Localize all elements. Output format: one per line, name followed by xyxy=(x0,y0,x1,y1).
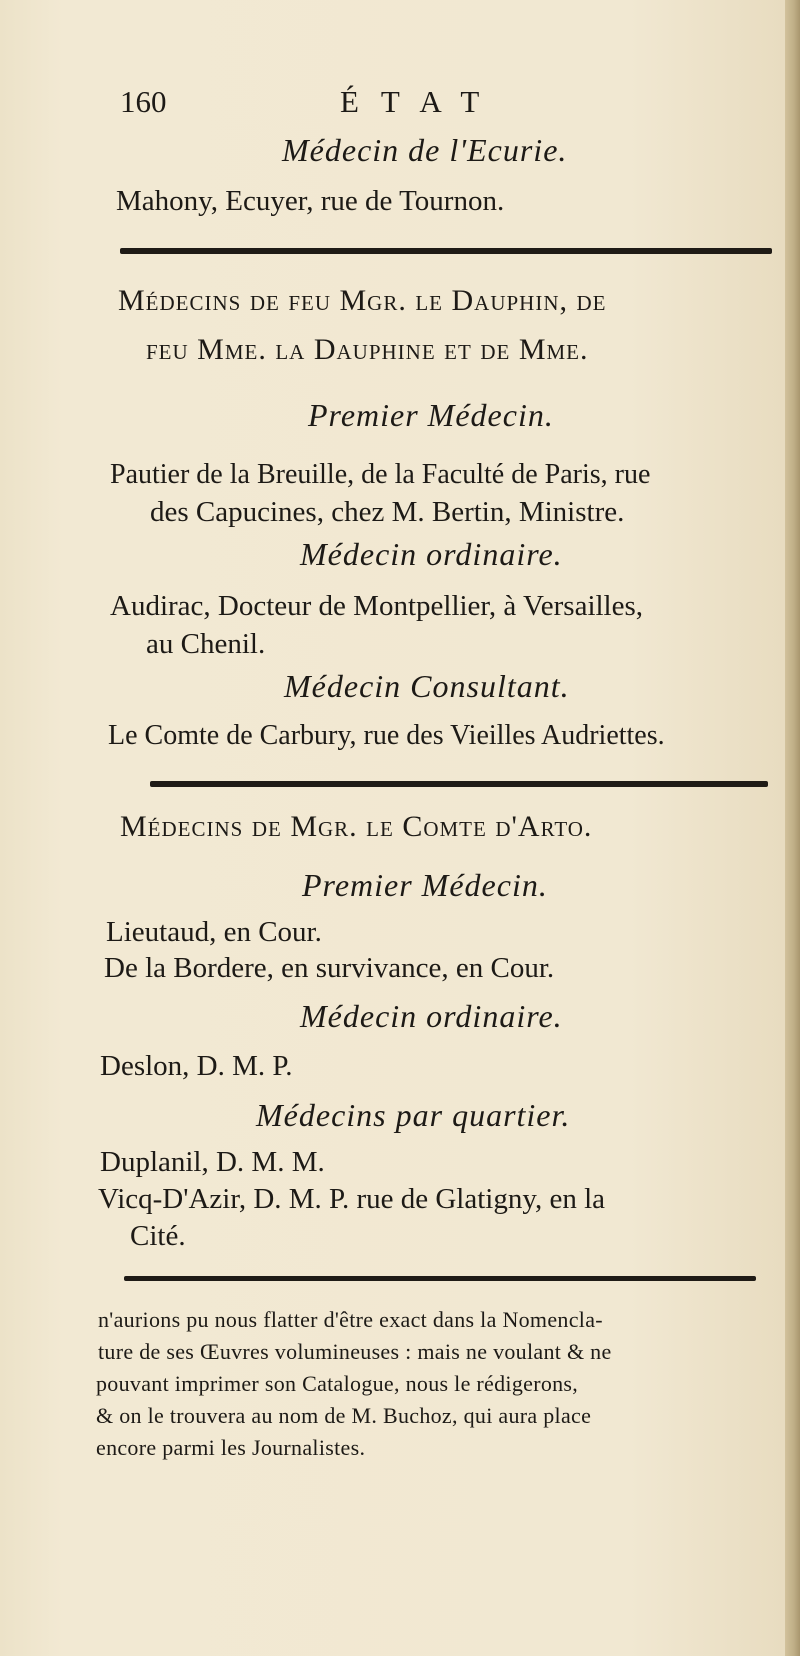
page-number: 160 xyxy=(120,84,167,119)
book-spine-edge xyxy=(785,0,800,1656)
divider-rule xyxy=(120,248,772,254)
divider-rule xyxy=(150,781,768,787)
heading-premier-medecin: Premier Médecin. xyxy=(308,397,554,433)
entry-carbury: Le Comte de Carbury, rue des Vieilles Audriettes. xyxy=(108,720,665,751)
entry-deslon: Deslon, D. M. P. xyxy=(100,1050,293,1082)
section-title-dauphin-line1: Médecins de feu Mgr. le Dauphin, de xyxy=(118,284,607,317)
entry-vicq-dazir-line2: Cité. xyxy=(130,1220,186,1252)
footnote-line: encore parmi les Journalistes. xyxy=(96,1435,366,1460)
entry-lieutaud: Lieutaud, en Cour. xyxy=(106,916,322,948)
entry-duplanil: Duplanil, D. M. M. xyxy=(100,1146,325,1178)
section-title-dauphin-line2: feu Mme. la Dauphine et de Mme. xyxy=(146,333,589,366)
heading-medecin-ecurie: Médecin de l'Ecurie. xyxy=(282,132,568,168)
footnote-line: n'aurions pu nous flatter d'être exact dans la Nomencla- xyxy=(98,1307,603,1332)
footnote-line: pouvant imprimer son Catalogue, nous le rédigerons, xyxy=(96,1371,579,1396)
heading-medecin-ordinaire: Médecin ordinaire. xyxy=(300,998,563,1034)
entry-audirac-line2: au Chenil. xyxy=(146,628,266,660)
heading-medecins-quartier: Médecins par quartier. xyxy=(256,1097,571,1133)
entry-pautier-line1: Pautier de la Breuille, de la Faculté de Paris, rue xyxy=(110,459,651,490)
heading-medecin-consultant: Médecin Consultant. xyxy=(284,668,570,704)
section-title-artois: Médecins de Mgr. le Comte d'Arto. xyxy=(120,810,593,843)
running-title: ÉTAT xyxy=(340,84,502,119)
heading-premier-medecin: Premier Médecin. xyxy=(302,867,548,903)
entry-la-bordere: De la Bordere, en survivance, en Cour. xyxy=(104,952,555,984)
entry-mahony: Mahony, Ecuyer, rue de Tournon. xyxy=(116,185,505,217)
entry-vicq-dazir-line1: Vicq-D'Azir, D. M. P. rue de Glatigny, en la xyxy=(98,1183,606,1215)
entry-audirac-line1: Audirac, Docteur de Montpellier, à Versailles, xyxy=(110,590,644,622)
footnote-line: & on le trouvera au nom de M. Buchoz, qui aura place xyxy=(96,1403,592,1428)
footnote-line: ture de ses Œuvres volumineuses : mais ne voulant & ne xyxy=(98,1339,612,1364)
heading-medecin-ordinaire: Médecin ordinaire. xyxy=(300,536,563,572)
divider-rule xyxy=(124,1276,756,1281)
entry-pautier-line2: des Capucines, chez M. Bertin, Ministre. xyxy=(150,496,625,528)
